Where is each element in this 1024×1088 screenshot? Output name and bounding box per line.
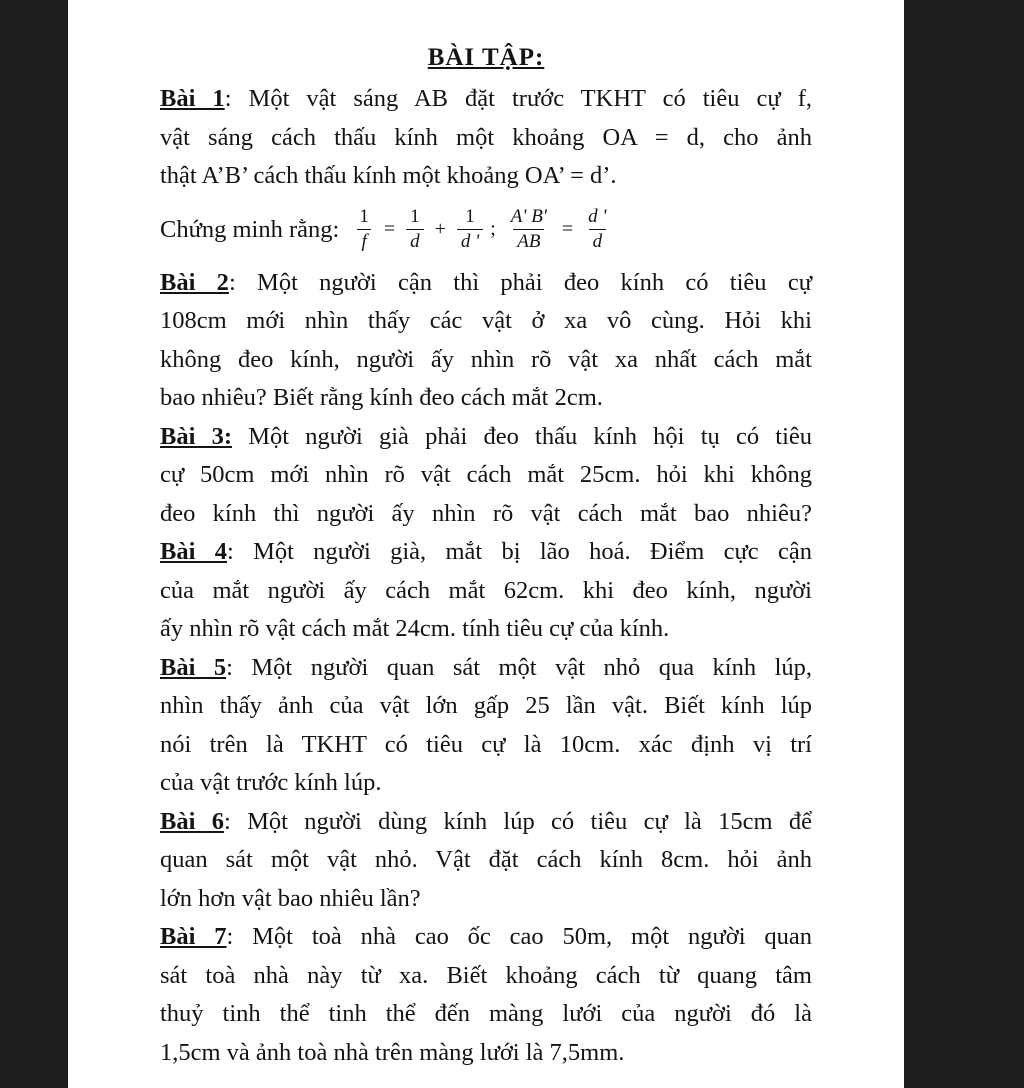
problem-3-label: Bài 3: [160,422,233,450]
problem-2-line-2: 108cm mới nhìn thấy các vật ở xa vô cùng. Hỏi khi [160,307,812,334]
problem-7 [160,918,812,1072]
problem-1-line-1: Bài 1: Một vật sáng AB đặt trước TKHT có tiêu cự f, [160,85,812,112]
problem-5-line-4: của vật trước kính lúp. [160,769,382,796]
formula-prefix: Chứng minh rằng: [160,215,340,243]
problem-1-label: Bài 1 [160,85,225,112]
problem-7-line-4: 1,5cm và ảnh toà nhà trên màng lưới là 7,5mm. [160,1038,625,1066]
problem-7-label: Bài 7 [160,923,227,950]
problem-4-label: Bài 4 [160,538,227,565]
problem-7-line-2: sát toà nhà này từ xa. Biết khoảng cách từ quang tâm [160,961,812,989]
exercise-document [160,36,812,1072]
problem-5 [160,649,812,803]
fraction-1-over-d: $\frac{1}{d}$ [406,205,424,254]
fraction-image-over-object: $\frac{A' B'}{AB}$ [510,206,547,252]
problem-3-line-1: Bài 3: Một người già phải đeo thấu kính hội tụ có tiêu [160,422,812,450]
problem-6-line-2: quan sát một vật nhỏ. Vật đặt cách kính 8cm. hỏi ảnh [160,846,812,873]
problem-4-line-1: Bài 4: Một người già, mắt bị lão hoá. Điểm cực cận [160,538,812,565]
lens-formula: $\frac{1}{f}$ = $\frac{1}{d}$ + $\frac{1}{d '}$ ; $\frac{A' B'}{AB}$ = $\frac{d '}{d}$ [349,205,616,254]
problem-3-line-2: cự 50cm mới nhìn rõ vật cách mắt 25cm. hỏi khi không [160,461,812,488]
problem-3-line-3: đeo kính thì người ấy nhìn rõ vật cách mắt bao nhiêu? [160,499,812,527]
problem-4-line-2: của mắt người ấy cách mắt 62cm. khi đeo kính, người [160,576,812,604]
problem-6-line-3: lớn hơn vật bao nhiêu lần? [160,884,421,912]
problem-6-line-1: Bài 6: Một người dùng kính lúp có tiêu cự là 15cm để [160,807,812,835]
problem-5-line-3: nói trên là TKHT có tiêu cự là 10cm. xác định vị trí [160,730,812,758]
problem-7-line-3: thuỷ tinh thể tinh thể đến màng lưới của người đó là [160,1000,812,1027]
problem-1-formula-row [160,196,812,264]
problem-1-line-2: vật sáng cách thấu kính một khoảng OA = d, cho ảnh [160,123,812,151]
fraction-d-prime-over-d: $\frac{d '}{d}$ [588,206,607,252]
problem-6 [160,803,812,919]
fraction-1-over-d-prime: $\frac{1}{d '}$ [457,205,483,254]
problem-2-label: Bài 2 [160,268,229,296]
problem-5-line-2: nhìn thấy ảnh của vật lớn gấp 25 lần vật. Biết kính lúp [160,692,812,719]
problem-1 [160,80,812,264]
problem-4 [160,533,812,649]
problem-2-line-4: bao nhiêu? Biết rằng kính đeo cách mắt 2cm. [160,384,603,411]
problem-2-line-1: Bài 2: Một người cận thì phải đeo kính có tiêu cự [160,268,812,296]
problem-4-line-3: ấy nhìn rõ vật cách mắt 24cm. tính tiêu cự của kính. [160,615,670,642]
problem-2 [160,264,812,418]
fraction-1-over-f: $\frac{1}{f}$ [359,206,369,252]
problem-1-line-3: thật A’B’ cách thấu kính một khoảng OA’ = d’. [160,162,617,189]
problem-5-label: Bài 5 [160,653,227,681]
problem-5-line-1: Bài 5: Một người quan sát một vật nhỏ qua kính lúp, [160,653,812,681]
problem-3 [160,418,812,534]
problem-7-line-1: Bài 7: Một toà nhà cao ốc cao 50m, một người quan [160,923,812,950]
problem-6-label: Bài 6 [160,807,224,835]
page-title: BÀI TẬP: [427,44,545,71]
problem-2-line-3: không đeo kính, người ấy nhìn rõ vật xa nhất cách mắt [160,345,812,373]
